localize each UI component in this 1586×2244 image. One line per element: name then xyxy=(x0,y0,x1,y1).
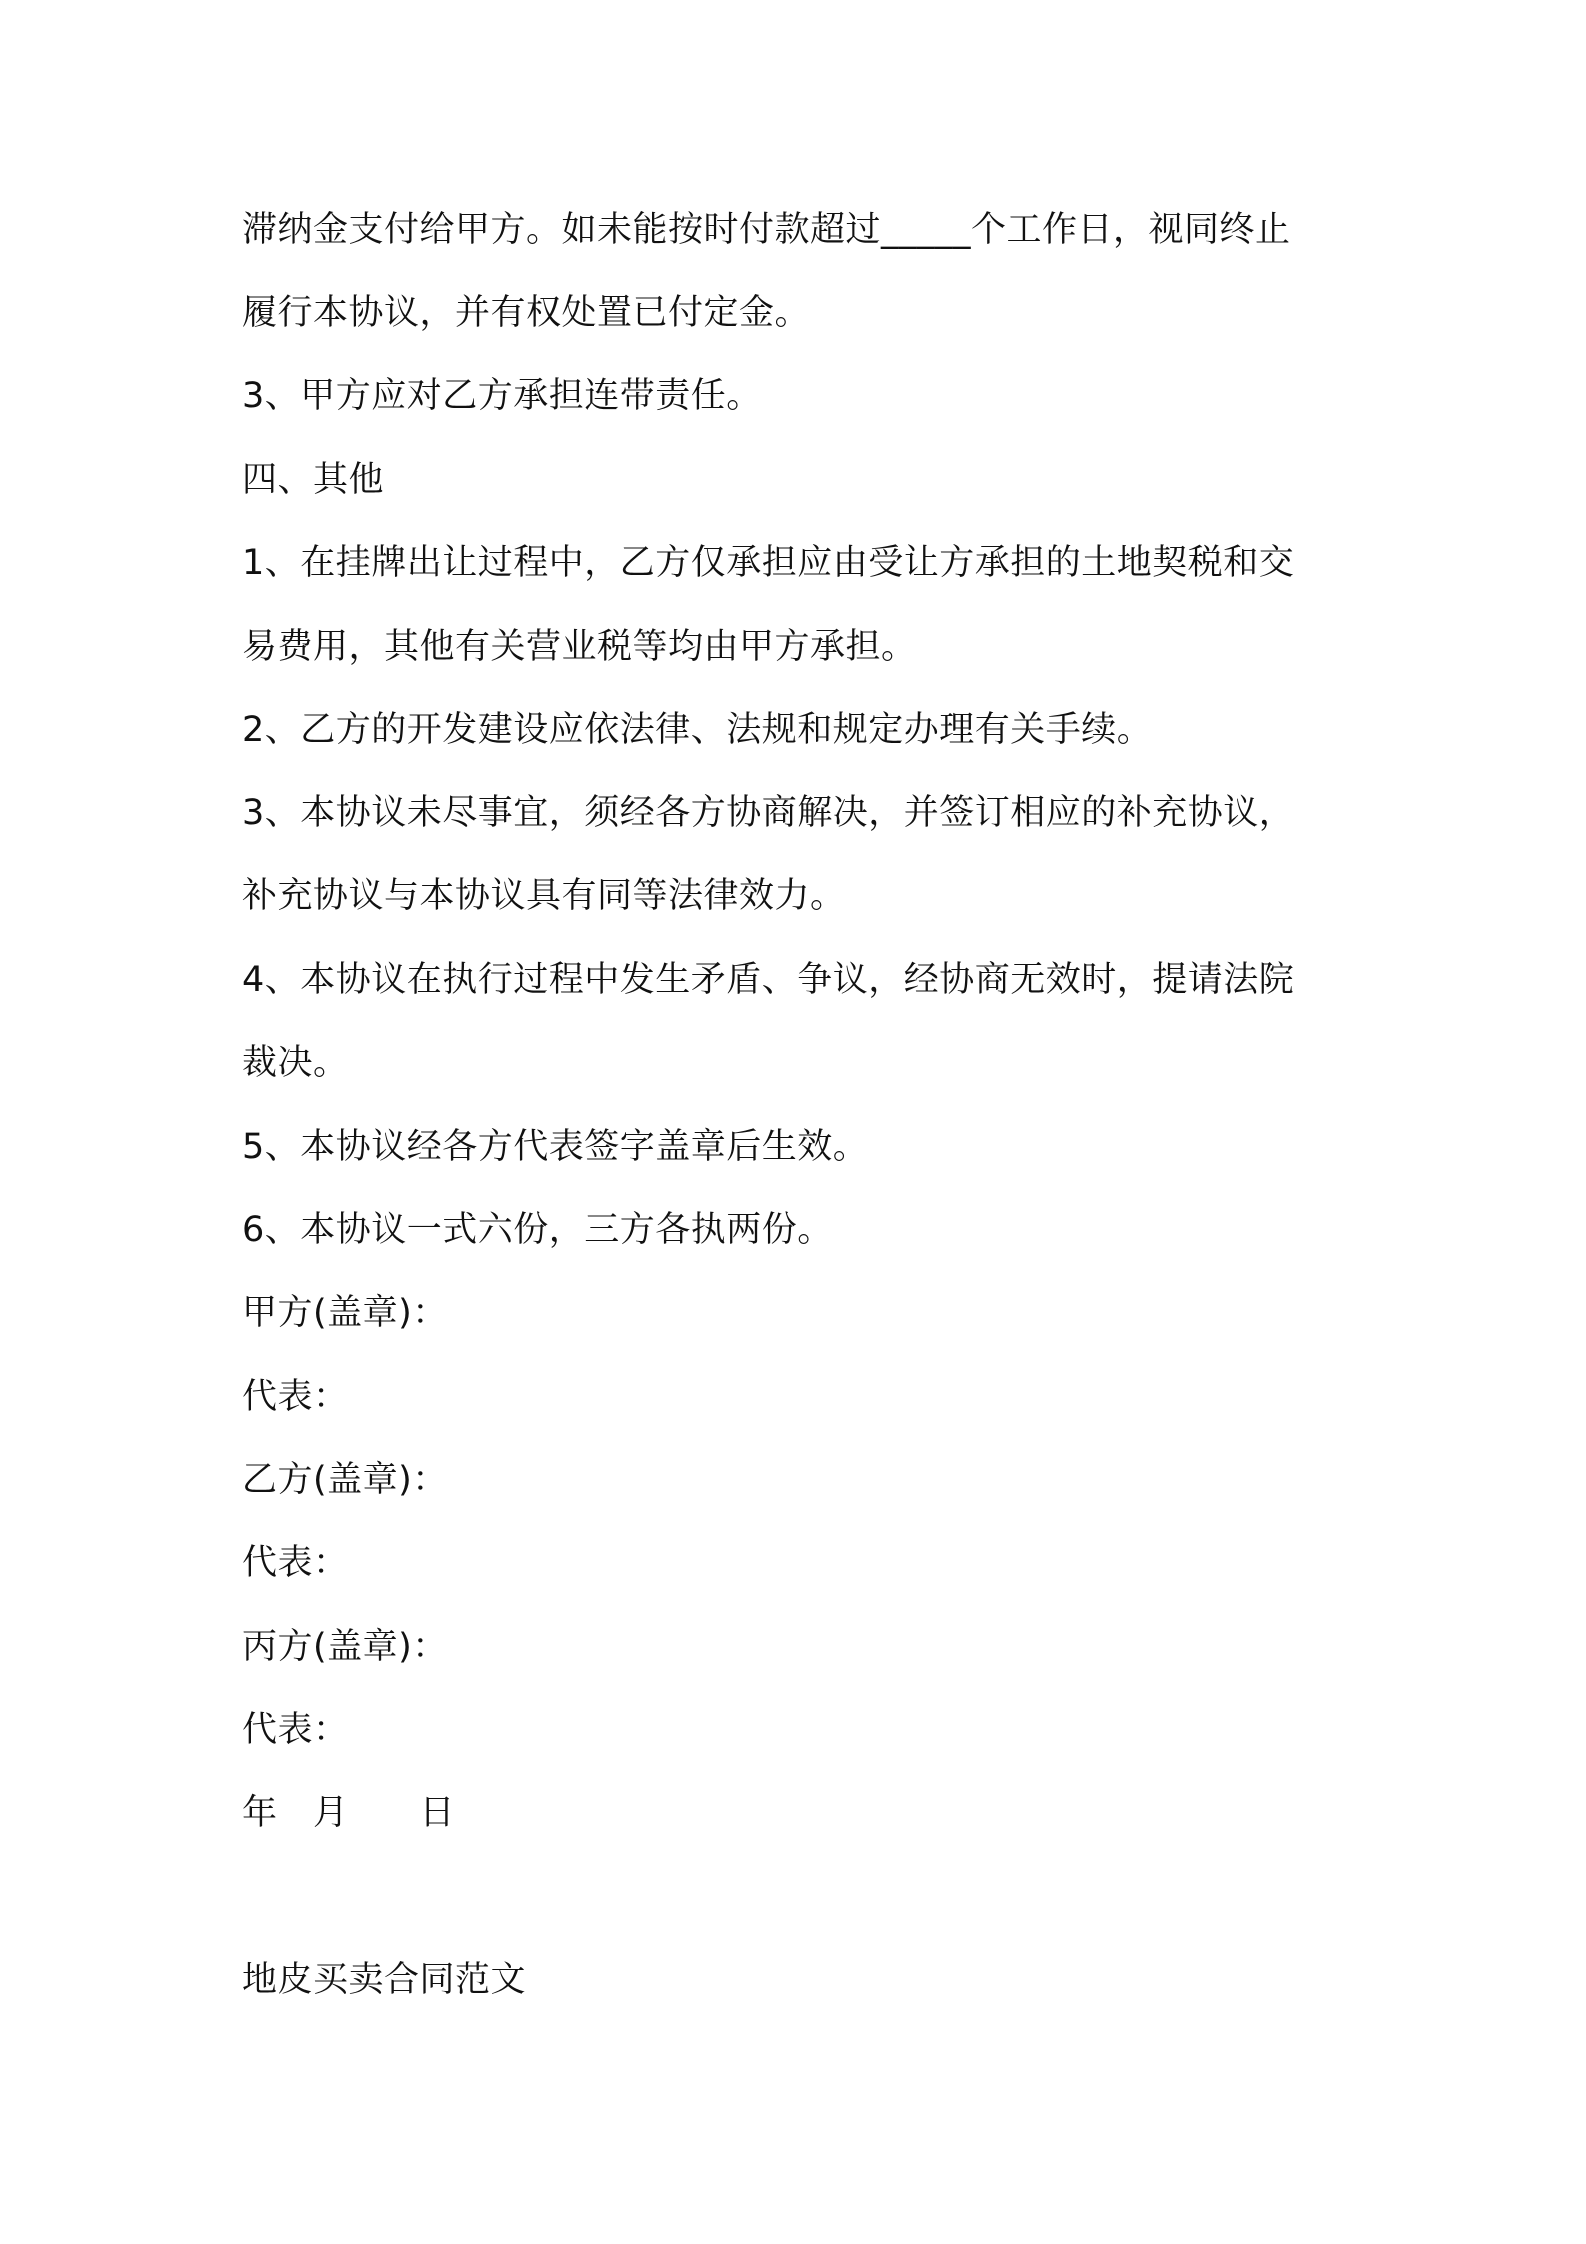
text-line: 3、甲方应对乙方承担连带责任。 xyxy=(242,376,762,416)
text-line: 1、在挂牌出让过程中，乙方仅承担应由受让方承担的土地契税和交 xyxy=(242,543,1295,583)
text-line: 易费用，其他有关营业税等均由甲方承担。 xyxy=(242,627,917,667)
signature-party-b: 乙方(盖章)： xyxy=(242,1460,448,1500)
section-heading: 四、其他 xyxy=(242,460,385,500)
text-line: 2、乙方的开发建设应依法律、法规和规定办理有关手续。 xyxy=(242,710,1153,750)
signature-party-c: 丙方(盖章)： xyxy=(242,1627,448,1667)
text-line: 补充协议与本协议具有同等法律效力。 xyxy=(242,876,846,916)
date-line: 年 月 日 xyxy=(242,1793,456,1833)
text-line: 履行本协议，并有权处置已付定金。 xyxy=(242,293,811,333)
text-line: 裁决。 xyxy=(242,1043,349,1083)
text-line: 4、本协议在执行过程中发生矛盾、争议，经协商无效时，提请法院 xyxy=(242,960,1295,1000)
signature-representative: 代表： xyxy=(242,1377,349,1417)
next-document-title: 地皮买卖合同范文 xyxy=(242,1960,527,2000)
text-line: 6、本协议一式六份，三方各执两份。 xyxy=(242,1210,833,1250)
text-line: 滞纳金支付给甲方。如未能按时付款超过_____个工作日，视同终止 xyxy=(242,210,1291,250)
text-line: 3、本协议未尽事宜，须经各方协商解决，并签订相应的补充协议， xyxy=(242,793,1295,833)
text-line: 5、本协议经各方代表签字盖章后生效。 xyxy=(242,1127,869,1167)
signature-party-a: 甲方(盖章)： xyxy=(242,1293,448,1333)
signature-representative: 代表： xyxy=(242,1710,349,1750)
signature-representative: 代表： xyxy=(242,1543,349,1583)
